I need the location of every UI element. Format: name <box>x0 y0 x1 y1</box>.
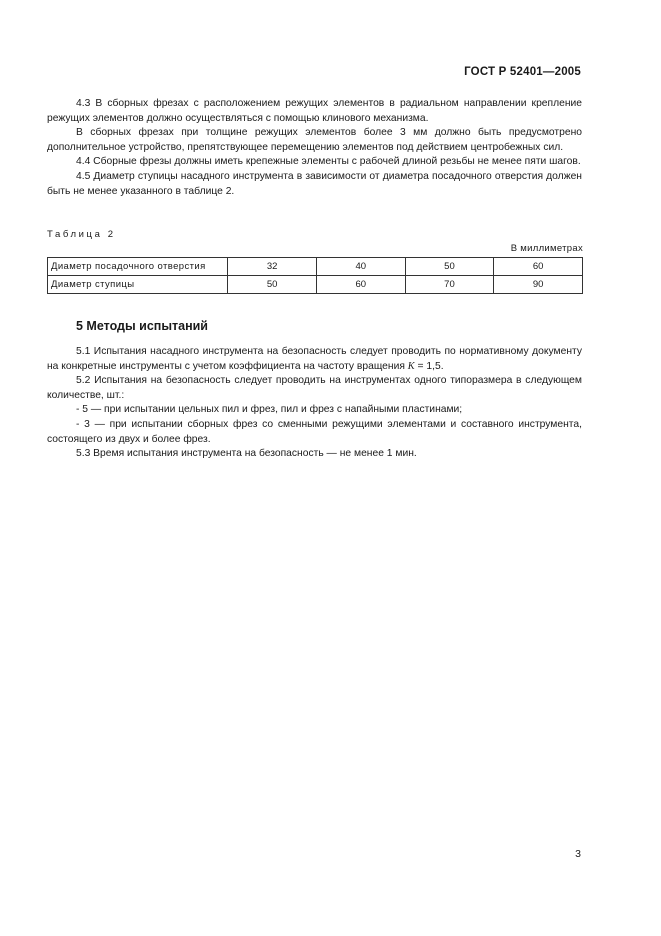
table-cell: 32 <box>228 258 317 276</box>
clauses-section-5 <box>47 345 582 462</box>
table-cell: 70 <box>405 276 494 294</box>
clause-4-4: 4.4 Сборные фрезы должны иметь крепежные элементы с рабочей длиной резьбы не менее пяти шагов. <box>76 156 581 168</box>
clause-5-1-text: 5.1 Испытания насадного инструмента на безопасность следует проводить по нормативному документу на конкретные инструменты с учетом коэффициента на частоту вращения <box>47 346 582 372</box>
k-coefficient-symbol: K <box>407 360 415 372</box>
list-item: - 5 — при испытании цельных пил и фрез, пил и фрез с напайными пластинами; <box>76 404 463 416</box>
clause-5-1-value: = 1,5. <box>414 360 444 372</box>
clause-4-3-additional: В сборных фрезах при толщине режущих элементов более 3 мм должно быть предусмотрено дополнительное устройство, препятствующее перемещению элементов под действием центробежных сил. <box>47 127 582 153</box>
row-label: Диаметр посадочного отверстия <box>48 258 228 276</box>
clause-5-1 <box>47 345 582 374</box>
table-cell: 90 <box>494 276 583 294</box>
list-item: - 3 — при испытании сборных фрез со сменными режущими элементами и составного инструмента, состоящего из двух и более фрез. <box>47 418 582 445</box>
hub-diameter-table <box>47 257 583 294</box>
table-row <box>48 258 583 276</box>
document-code: ГОСТ Р 52401—2005 <box>464 66 581 78</box>
page-number: 3 <box>575 848 581 860</box>
table-cell: 40 <box>316 258 405 276</box>
clauses-section-4 <box>47 97 582 199</box>
table-cell: 60 <box>316 276 405 294</box>
table-cell: 50 <box>405 258 494 276</box>
clause-5-3: 5.3 Время испытания инструмента на безопасность — не менее 1 мин. <box>76 448 417 460</box>
clause-5-2: 5.2 Испытания на безопасность следует проводить на инструментах одного типоразмера в следующем количестве, шт.: <box>47 375 582 401</box>
table-row <box>48 276 583 294</box>
section-heading: 5 Методы испытаний <box>76 319 208 333</box>
table-units: В миллиметрах <box>510 243 583 254</box>
table-cell: 50 <box>228 276 317 294</box>
row-label: Диаметр ступицы <box>48 276 228 294</box>
table-cell: 60 <box>494 258 583 276</box>
table-title: Таблица 2 <box>47 229 116 240</box>
clause-4-5: 4.5 Диаметр ступицы насадного инструмента в зависимости от диаметра посадочного отверстия должен быть не менее указанного в таблице 2. <box>47 170 582 197</box>
clause-4-3: 4.3 В сборных фрезах с расположением режущих элементов в радиальном направлении крепление режущих элементов должно осуществляться с помощью клинового механизма. <box>47 98 582 124</box>
